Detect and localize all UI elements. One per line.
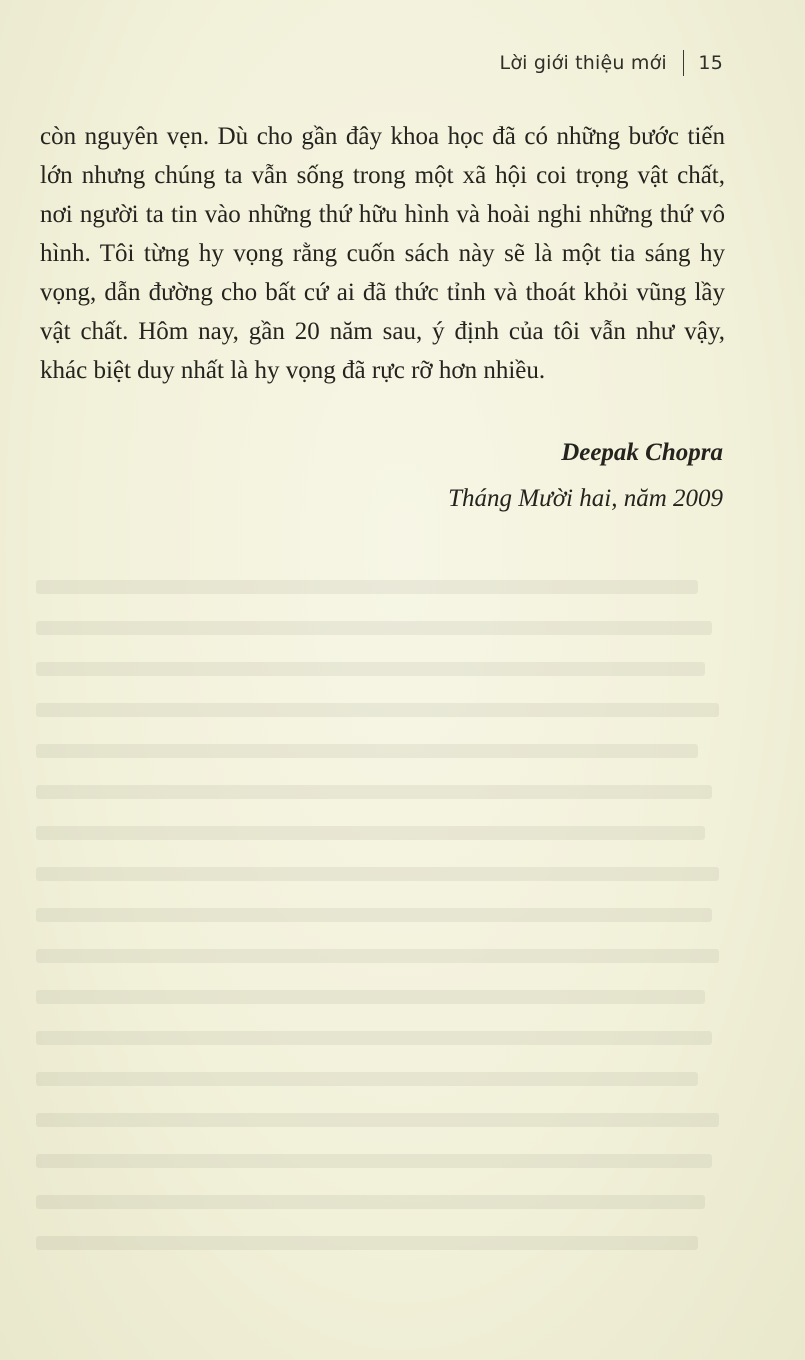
signature-author: Deepak Chopra: [561, 439, 723, 466]
running-header: [500, 50, 723, 76]
show-through-texture: [36, 580, 726, 1320]
signature-block: [448, 433, 723, 519]
signature-date: Tháng Mười hai, năm 2009: [448, 485, 723, 512]
body-paragraph: còn nguyên vẹn. Dù cho gần đây khoa học đã có những bước tiến lớn nhưng chúng ta vẫn sống trong một xã hội coi trọng vật chất, nơi người ta tin vào những thứ hữu hình và hoài nghi những thứ vô hình. Tôi từng hy vọng rằng cuốn sách này sẽ là một tia sáng hy vọng, dẫn đường cho bất cứ ai đã thức tỉnh và thoát khỏi vũng lầy vật chất. Hôm nay, gần 20 năm sau, ý định của tôi vẫn như vậy, khác biệt duy nhất là hy vọng đã rực rỡ hơn nhiều.: [40, 123, 725, 384]
page-number: 15: [698, 52, 723, 74]
chapter-title: Lời giới thiệu mới: [499, 52, 667, 74]
header-separator: [683, 50, 685, 76]
